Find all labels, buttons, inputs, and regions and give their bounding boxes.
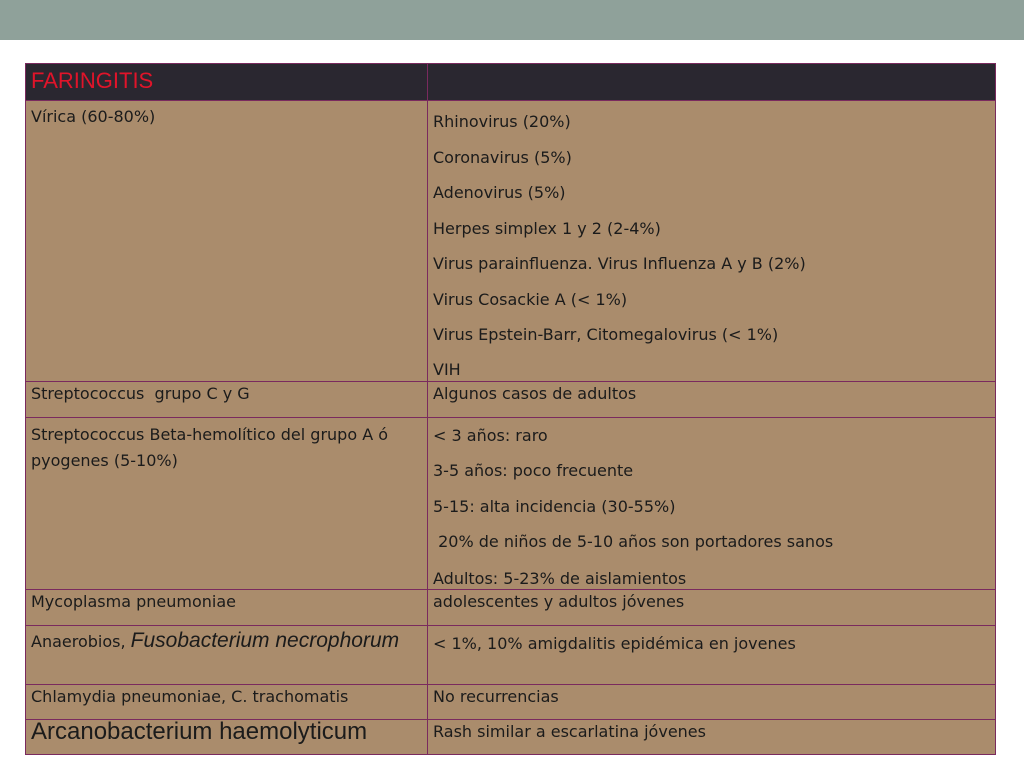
detail-line: 5-15: alta incidencia (30-55%) (433, 496, 676, 516)
detail-cell (428, 626, 996, 685)
pathogen-cell (26, 101, 428, 382)
pathogen-cell (26, 382, 428, 418)
detail-line: < 3 años: raro (433, 426, 548, 445)
table-header-empty-cell (428, 64, 996, 101)
detail-line: Coronavirus (5%) (433, 147, 572, 167)
detail-line: < 1%, 10% amigdalitis epidémica en jovenes (433, 634, 796, 653)
table-row (26, 626, 996, 685)
pathogen-cell (26, 626, 428, 685)
table-row (26, 685, 996, 720)
pathogen-label: Streptococcus Beta-hemolítico del grupo A ó pyogenes (5-10%) (31, 425, 389, 470)
detail-line: Adultos: 5-23% de aislamientos (433, 568, 687, 588)
pathogen-label-italic: Fusobacterium necrophorum (130, 629, 400, 652)
pathogen-cell (26, 685, 428, 720)
detail-line: No recurrencias (433, 687, 559, 706)
detail-cell (428, 418, 996, 590)
detail-line: Algunos casos de adultos (433, 384, 637, 403)
table-row (26, 720, 996, 755)
detail-line: Herpes simplex 1 y 2 (2-4%) (433, 218, 661, 238)
detail-cell (428, 720, 996, 755)
pathogen-label: Streptococcus grupo C y G (31, 384, 250, 403)
detail-line: Rash similar a escarlatina jóvenes (433, 722, 706, 741)
pathogen-label: Mycoplasma pneumoniae (31, 592, 236, 611)
table-row (26, 101, 996, 382)
pathogen-label: Chlamydia pneumoniae, C. trachomatis (31, 687, 349, 706)
detail-cell (428, 590, 996, 626)
table-row (26, 418, 996, 590)
detail-line: Adenovirus (5%) (433, 183, 566, 202)
detail-line: Virus Epstein-Barr, Citomegalovirus (< 1%) (433, 325, 779, 344)
pathogen-cell (26, 418, 428, 590)
detail-line: VIH (433, 359, 461, 379)
detail-line: Virus parainfluenza. Virus Influenza A y B (2%) (433, 254, 806, 273)
pathogen-cell (26, 590, 428, 626)
table-row (26, 382, 996, 418)
table-row (26, 590, 996, 626)
detail-cell (428, 685, 996, 720)
detail-line: adolescentes y adultos jóvenes (433, 592, 685, 611)
detail-cell (428, 382, 996, 418)
pathogen-label-prefix: Anaerobios, (31, 632, 131, 651)
detail-line: Virus Cosackie A (< 1%) (433, 289, 628, 309)
slide-header-bar (0, 0, 1024, 40)
table-title-cell (26, 64, 428, 101)
detail-cell (428, 101, 996, 382)
detail-line: 3-5 años: poco frecuente (433, 461, 634, 481)
pathogen-label: Vírica (60-80%) (31, 107, 156, 126)
faringitis-table (25, 63, 996, 755)
pathogen-cell (26, 720, 428, 755)
table-title: FARINGITIS (31, 68, 154, 93)
detail-line: 20% de niños de 5-10 años son portadores sanos (433, 532, 834, 552)
table-header-row (26, 64, 996, 101)
pathogen-label: Arcanobacterium haemolyticum (31, 718, 368, 745)
detail-line: Rhinovirus (20%) (433, 112, 571, 131)
